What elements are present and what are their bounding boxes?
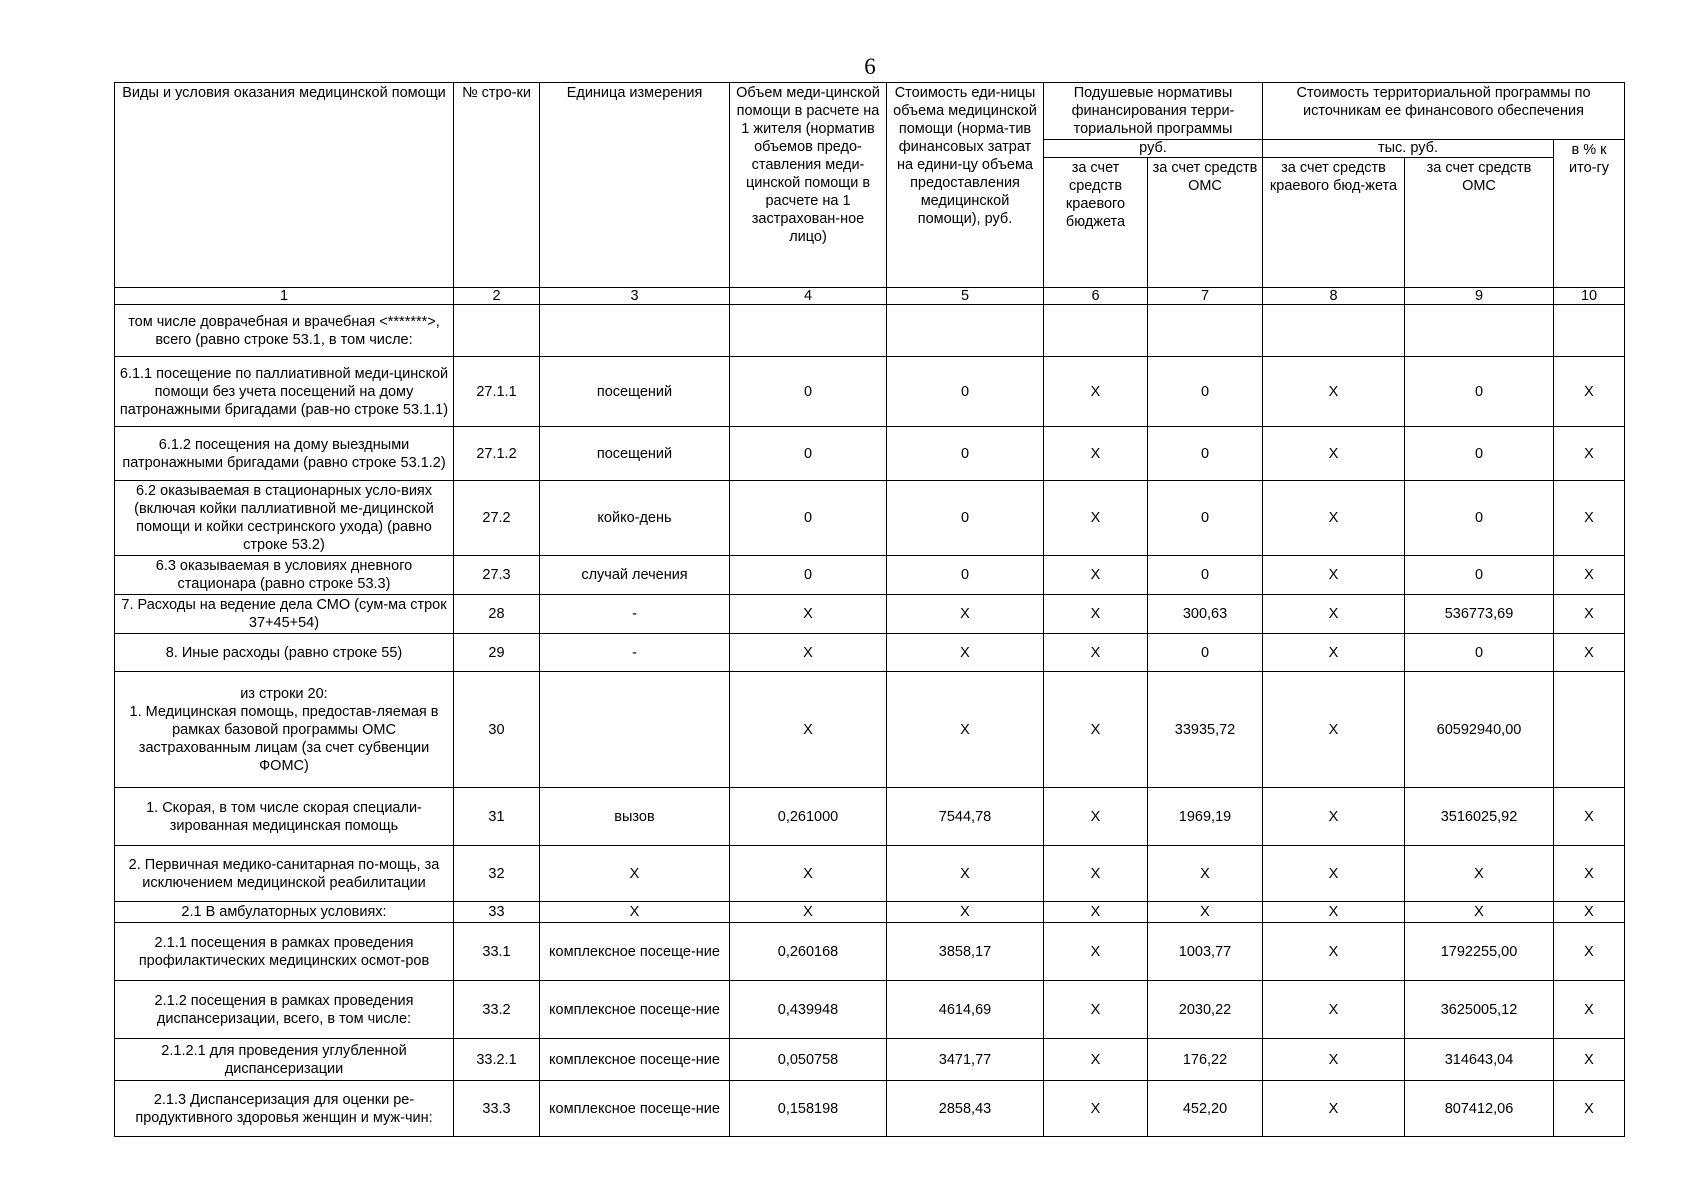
row-description: 2.1.1 посещения в рамках проведения профилактических медицинских осмот-ров (115, 923, 454, 981)
row-line-number (454, 305, 540, 357)
row-line-number: 33 (454, 902, 540, 923)
row-oms-cost: 314643,04 (1405, 1039, 1554, 1081)
header-unit-thousand-rub: тыс. руб. (1263, 140, 1554, 158)
row-oms-cost: 60592940,00 (1405, 672, 1554, 788)
row-oms-per-capita: 1003,77 (1148, 923, 1263, 981)
table-row (115, 1081, 1625, 1137)
row-unit-cost: 4614,69 (887, 981, 1044, 1039)
row-volume: 0,439948 (730, 981, 887, 1039)
row-unit-cost: 7544,78 (887, 788, 1044, 846)
row-percent: X (1554, 1039, 1625, 1081)
header-per-capita-group: Подушевые нормативы финансирования терри-ториальной программы (1044, 83, 1263, 140)
table-row (115, 788, 1625, 846)
row-description: 7. Расходы на ведение дела СМО (сум-ма строк 37+45+54) (115, 595, 454, 634)
row-description: 6.2 оказываемая в стационарных усло-виях (включая койки паллиативной ме-дицинской помощи и койки сестринского ухода) (равно строке 53.2) (115, 481, 454, 556)
program-cost-table (114, 82, 1625, 1137)
row-volume: X (730, 595, 887, 634)
row-oms-cost: 3516025,92 (1405, 788, 1554, 846)
row-line-number: 29 (454, 634, 540, 672)
row-oms-per-capita: 0 (1148, 556, 1263, 595)
row-percent: X (1554, 1081, 1625, 1137)
row-line-number: 33.3 (454, 1081, 540, 1137)
row-line-number: 30 (454, 672, 540, 788)
column-number: 9 (1405, 288, 1554, 305)
row-unit (540, 305, 730, 357)
row-oms-cost (1405, 305, 1554, 357)
row-line-number: 32 (454, 846, 540, 902)
row-unit-cost: X (887, 672, 1044, 788)
row-unit: посещений (540, 357, 730, 427)
row-regional-per-capita: X (1044, 923, 1148, 981)
column-number: 6 (1044, 288, 1148, 305)
table-row (115, 481, 1625, 556)
row-unit: вызов (540, 788, 730, 846)
column-number: 1 (115, 288, 454, 305)
page-number: 6 (864, 54, 876, 79)
row-description: 2.1.2 посещения в рамках проведения диспансеризации, всего, в том числе: (115, 981, 454, 1039)
table-row (115, 672, 1625, 788)
row-regional-cost: X (1263, 923, 1405, 981)
row-unit-cost: 0 (887, 481, 1044, 556)
row-percent: X (1554, 981, 1625, 1039)
row-unit: комплексное посеще-ние (540, 1039, 730, 1081)
row-line-number: 33.1 (454, 923, 540, 981)
row-unit-cost (887, 305, 1044, 357)
row-unit: комплексное посеще-ние (540, 923, 730, 981)
row-oms-per-capita: 176,22 (1148, 1039, 1263, 1081)
row-unit: случай лечения (540, 556, 730, 595)
row-regional-cost (1263, 305, 1405, 357)
row-oms-per-capita: X (1148, 846, 1263, 902)
row-oms-per-capita: 33935,72 (1148, 672, 1263, 788)
row-regional-cost: X (1263, 427, 1405, 481)
row-regional-per-capita: X (1044, 595, 1148, 634)
column-number: 5 (887, 288, 1044, 305)
row-percent: X (1554, 427, 1625, 481)
row-unit (540, 672, 730, 788)
header-line-number: № стро-ки (454, 83, 540, 288)
header-volume: Объем меди-цинской помощи в расчете на 1 жителя (норматив объемов предо-ставления меди-цинской помощи в расчете на 1 застрахован-ное лицо) (730, 83, 887, 288)
row-oms-cost: 0 (1405, 481, 1554, 556)
row-regional-cost: X (1263, 1039, 1405, 1081)
row-volume: 0,261000 (730, 788, 887, 846)
column-number: 8 (1263, 288, 1405, 305)
row-line-number: 28 (454, 595, 540, 634)
row-description: 6.1.1 посещение по паллиативной меди-цинской помощи без учета посещений на дому патронажными бригадами (рав-но строке 53.1.1) (115, 357, 454, 427)
column-numbers-row (115, 288, 1625, 305)
row-volume: 0,260168 (730, 923, 887, 981)
row-oms-cost: 1792255,00 (1405, 923, 1554, 981)
row-percent: X (1554, 634, 1625, 672)
row-unit-cost: 0 (887, 357, 1044, 427)
row-volume: 0 (730, 481, 887, 556)
row-oms-per-capita: 2030,22 (1148, 981, 1263, 1039)
row-regional-per-capita: X (1044, 481, 1148, 556)
row-regional-per-capita: X (1044, 357, 1148, 427)
row-unit-cost: 3858,17 (887, 923, 1044, 981)
header-regional-budget-cost: за счет средств краевого бюд-жета (1263, 158, 1405, 288)
header-unit-rub: руб. (1044, 140, 1263, 158)
row-regional-cost: X (1263, 902, 1405, 923)
row-unit-cost: X (887, 846, 1044, 902)
row-regional-cost: X (1263, 1081, 1405, 1137)
row-line-number: 31 (454, 788, 540, 846)
row-description: том числе доврачебная и врачебная <*******>, всего (равно строке 53.1, в том числе: (115, 305, 454, 357)
row-description: 2.1.2.1 для проведения углубленной диспансеризации (115, 1039, 454, 1081)
row-line-number: 27.1.2 (454, 427, 540, 481)
row-unit: - (540, 595, 730, 634)
row-volume: 0,050758 (730, 1039, 887, 1081)
row-oms-cost: X (1405, 846, 1554, 902)
row-description: 8. Иные расходы (равно строке 55) (115, 634, 454, 672)
header-oms-cost: за счет средств ОМС (1405, 158, 1554, 288)
row-regional-cost: X (1263, 634, 1405, 672)
row-percent: X (1554, 357, 1625, 427)
table-row (115, 634, 1625, 672)
table-row (115, 902, 1625, 923)
row-oms-per-capita: 0 (1148, 427, 1263, 481)
row-volume: 0 (730, 427, 887, 481)
row-oms-cost: 3625005,12 (1405, 981, 1554, 1039)
row-unit-cost: 3471,77 (887, 1039, 1044, 1081)
row-percent (1554, 305, 1625, 357)
row-unit-cost: X (887, 634, 1044, 672)
row-volume: 0 (730, 357, 887, 427)
table-row (115, 595, 1625, 634)
row-description: 2.1 В амбулаторных условиях: (115, 902, 454, 923)
row-regional-per-capita: X (1044, 556, 1148, 595)
row-oms-per-capita: 300,63 (1148, 595, 1263, 634)
row-unit-cost: X (887, 595, 1044, 634)
row-description: из строки 20: 1. Медицинская помощь, предостав-ляемая в рамках базовой программы ОМС застрахованным лицам (за счет субвенции ФОМС) (115, 672, 454, 788)
column-number: 7 (1148, 288, 1263, 305)
row-oms-cost: 0 (1405, 357, 1554, 427)
row-unit-cost: X (887, 902, 1044, 923)
row-regional-per-capita: X (1044, 672, 1148, 788)
table-row (115, 305, 1625, 357)
row-regional-per-capita: X (1044, 1081, 1148, 1137)
table-row (115, 846, 1625, 902)
row-regional-cost: X (1263, 556, 1405, 595)
row-regional-per-capita: X (1044, 902, 1148, 923)
row-percent: X (1554, 846, 1625, 902)
table-row (115, 357, 1625, 427)
row-oms-cost: X (1405, 902, 1554, 923)
row-unit: посещений (540, 427, 730, 481)
row-oms-cost: 0 (1405, 427, 1554, 481)
row-oms-per-capita: 0 (1148, 634, 1263, 672)
row-description: 6.3 оказываемая в условиях дневного стационара (равно строке 53.3) (115, 556, 454, 595)
row-regional-per-capita: X (1044, 788, 1148, 846)
row-regional-per-capita: X (1044, 634, 1148, 672)
table-row (115, 923, 1625, 981)
row-unit: - (540, 634, 730, 672)
row-regional-per-capita (1044, 305, 1148, 357)
row-oms-cost: 536773,69 (1405, 595, 1554, 634)
row-volume (730, 305, 887, 357)
column-number: 3 (540, 288, 730, 305)
table-row (115, 1039, 1625, 1081)
row-volume: X (730, 902, 887, 923)
row-oms-per-capita: X (1148, 902, 1263, 923)
row-percent (1554, 672, 1625, 788)
row-description: 1. Скорая, в том числе скорая специали-зированная медицинская помощь (115, 788, 454, 846)
row-description: 6.1.2 посещения на дому выездными патронажными бригадами (равно строке 53.1.2) (115, 427, 454, 481)
row-unit: койко-день (540, 481, 730, 556)
column-number: 4 (730, 288, 887, 305)
row-regional-cost: X (1263, 981, 1405, 1039)
row-unit-cost: 0 (887, 427, 1044, 481)
row-line-number: 33.2 (454, 981, 540, 1039)
row-volume: 0 (730, 556, 887, 595)
row-percent: X (1554, 923, 1625, 981)
row-oms-per-capita: 0 (1148, 481, 1263, 556)
header-regional-budget: за счет средств краевого бюджета (1044, 158, 1148, 288)
row-volume: X (730, 672, 887, 788)
header-unit: Единица измерения (540, 83, 730, 288)
row-regional-cost: X (1263, 481, 1405, 556)
row-oms-per-capita: 0 (1148, 357, 1263, 427)
row-volume: 0,158198 (730, 1081, 887, 1137)
row-oms-cost: 0 (1405, 634, 1554, 672)
row-unit-cost: 0 (887, 556, 1044, 595)
table-row (115, 981, 1625, 1039)
column-number: 2 (454, 288, 540, 305)
row-regional-cost: X (1263, 672, 1405, 788)
row-regional-per-capita: X (1044, 846, 1148, 902)
row-volume: X (730, 846, 887, 902)
row-description: 2. Первичная медико-санитарная по-мощь, за исключением медицинской реабилитации (115, 846, 454, 902)
row-unit: X (540, 846, 730, 902)
header-unit-cost: Стоимость еди-ницы объема медицинской помощи (норма-тив финансовых затрат на едини-цу объема предоставления медицинской помощи), руб. (887, 83, 1044, 288)
row-oms-cost: 0 (1405, 556, 1554, 595)
row-oms-per-capita: 1969,19 (1148, 788, 1263, 846)
row-regional-per-capita: X (1044, 981, 1148, 1039)
row-volume: X (730, 634, 887, 672)
row-regional-cost: X (1263, 357, 1405, 427)
row-percent: X (1554, 556, 1625, 595)
row-unit-cost: 2858,43 (887, 1081, 1044, 1137)
header-cost-group: Стоимость территориальной программы по источникам ее финансового обеспечения (1263, 83, 1625, 140)
row-description: 2.1.3 Диспансеризация для оценки ре-продуктивного здоровья женщин и муж-чин: (115, 1081, 454, 1137)
table-row (115, 427, 1625, 481)
column-number: 10 (1554, 288, 1625, 305)
row-unit: комплексное посеще-ние (540, 981, 730, 1039)
row-percent: X (1554, 788, 1625, 846)
row-line-number: 27.2 (454, 481, 540, 556)
row-percent: X (1554, 902, 1625, 923)
row-oms-per-capita (1148, 305, 1263, 357)
row-regional-per-capita: X (1044, 427, 1148, 481)
row-percent: X (1554, 481, 1625, 556)
row-regional-cost: X (1263, 595, 1405, 634)
row-regional-cost: X (1263, 846, 1405, 902)
row-oms-per-capita: 452,20 (1148, 1081, 1263, 1137)
row-oms-cost: 807412,06 (1405, 1081, 1554, 1137)
row-line-number: 27.3 (454, 556, 540, 595)
header-percent: в % к ито-гу (1554, 140, 1625, 288)
header-oms: за счет средств ОМС (1148, 158, 1263, 288)
table-row (115, 556, 1625, 595)
row-regional-per-capita: X (1044, 1039, 1148, 1081)
row-unit: X (540, 902, 730, 923)
row-regional-cost: X (1263, 788, 1405, 846)
row-percent: X (1554, 595, 1625, 634)
row-unit: комплексное посеще-ние (540, 1081, 730, 1137)
row-line-number: 33.2.1 (454, 1039, 540, 1081)
header-care-types: Виды и условия оказания медицинской помощи (115, 83, 454, 288)
row-line-number: 27.1.1 (454, 357, 540, 427)
